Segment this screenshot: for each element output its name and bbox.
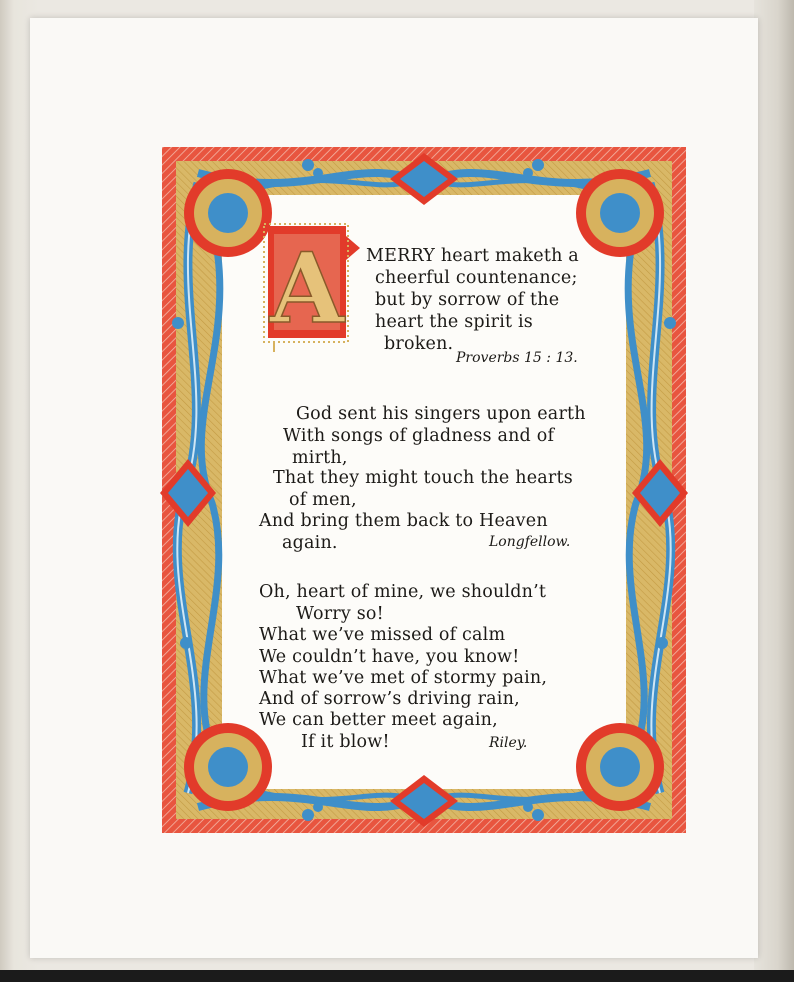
- quote2-line-6: And bring them back to Heaven: [259, 511, 548, 531]
- quote2-line-7: again.: [282, 533, 338, 553]
- quote3-line-6: And of sorrow’s driving rain,: [259, 689, 520, 709]
- drop-cap-letter: A: [269, 232, 345, 345]
- quote2-line-1: God sent his singers upon earth: [296, 404, 586, 424]
- quote1-line-3: but by sorrow of the: [375, 290, 560, 310]
- quote2-line-2: With songs of gladness and of: [283, 426, 555, 446]
- book-spine: [754, 0, 794, 982]
- quote3-line-7: We can better meet again,: [259, 710, 498, 730]
- quote1-line-2: cheerful countenance;: [375, 268, 578, 288]
- quote3-attribution: Riley.: [489, 735, 528, 751]
- quote3-line-1: Oh, heart of mine, we shouldn’t: [259, 582, 547, 602]
- illuminated-drop-cap: [258, 218, 368, 353]
- quote2-attribution: Longfellow.: [489, 534, 571, 550]
- quote1-line-4: heart the spirit is: [375, 312, 533, 332]
- quote2-line-3: mirth,: [292, 448, 348, 468]
- quote3-line-4: We couldn’t have, you know!: [259, 647, 520, 667]
- quote3-line-2: Worry so!: [296, 604, 384, 624]
- quote1-line-1: MERRY heart maketh a: [366, 246, 579, 266]
- quote1-line-5: broken.: [384, 334, 454, 354]
- quote3-line-8: If it blow!: [301, 732, 390, 752]
- scan-bottom-edge: [0, 970, 794, 982]
- quote3-line-5: What we’ve met of stormy pain,: [259, 668, 548, 688]
- quote2-line-5: of men,: [289, 490, 357, 510]
- quote1-attribution: Proverbs 15 : 13.: [456, 350, 578, 366]
- quote2-line-4: That they might touch the hearts: [273, 468, 573, 488]
- quote3-line-3: What we’ve missed of calm: [259, 625, 506, 645]
